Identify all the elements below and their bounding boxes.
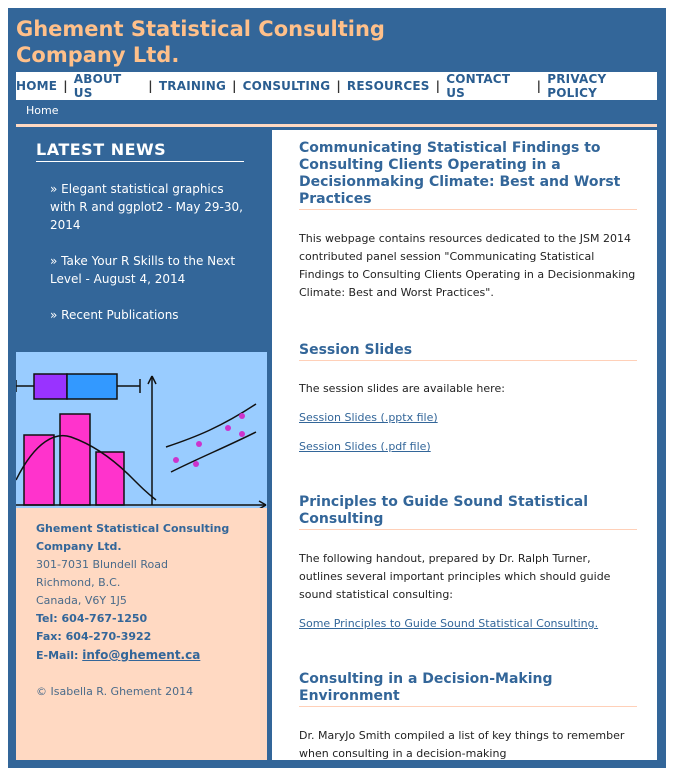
phone-number: 604-767-1250 — [61, 612, 148, 625]
fax-line — [36, 628, 266, 646]
fax-number: 604-270-3922 — [65, 630, 152, 643]
phone-line — [36, 610, 266, 628]
nav-privacy-policy[interactable]: PRIVACY POLICY — [547, 72, 607, 100]
principles-heading: Principles to Guide Sound Statistical Consulting — [299, 494, 637, 530]
nav-resources[interactable]: RESOURCES — [346, 79, 430, 93]
article — [299, 140, 637, 763]
slides-pptx-link[interactable]: Session Slides (.pptx file) — [299, 411, 438, 424]
breadcrumb-home[interactable]: Home — [26, 104, 59, 117]
slides-text: The session slides are available here: — [299, 382, 505, 395]
principles-link[interactable]: Some Principles to Guide Sound Statistical Consulting. — [299, 617, 599, 630]
address-line-1: 301-7031 Blundell Road — [36, 558, 168, 571]
news-item — [50, 252, 250, 288]
news-link-ggplot2[interactable]: » Elegant statistical graphics with R and ggplot2 - May 29-30, 2014 — [50, 182, 243, 232]
news-link-r-skills[interactable]: » Take Your R Skills to the Next Level - August 4, 2014 — [50, 254, 236, 286]
contact-info — [36, 520, 266, 701]
fax-label: Fax: — [36, 630, 62, 643]
principles-text: The following handout, prepared by Dr. Ralph Turner, outlines several important principles which should guide sound statistical consulting: — [299, 552, 611, 601]
email-label: E-Mail: — [36, 649, 79, 662]
contact-panel — [16, 508, 267, 760]
main-navigation — [16, 72, 657, 100]
slides-heading: Session Slides — [299, 342, 637, 361]
sidebar — [16, 130, 267, 760]
nav-separator: | — [336, 79, 341, 93]
nav-home[interactable]: HOME — [16, 79, 58, 93]
statistics-graphic — [16, 352, 267, 508]
nav-consulting[interactable]: CONSULTING — [242, 79, 331, 93]
session-title: Communicating Statistical Findings to Consulting Clients Operating in a Decisionmaking Climate: Best and Worst Practices — [299, 140, 637, 210]
news-link-publications[interactable]: » Recent Publications — [50, 308, 179, 322]
news-item — [50, 180, 250, 234]
news-list — [50, 180, 250, 342]
address-line-3: Canada, V6Y 1J5 — [36, 594, 127, 607]
decision-making-text: Dr. MaryJo Smith compiled a list of key things to remember when consulting in a decision-making — [299, 729, 625, 760]
copyright: © Isabella R. Ghement 2014 — [36, 685, 194, 698]
nav-separator: | — [148, 79, 153, 93]
nav-contact-us[interactable]: CONTACT US — [446, 72, 511, 100]
news-item — [50, 306, 250, 324]
header-divider — [16, 124, 657, 127]
address-line-2: Richmond, B.C. — [36, 576, 121, 589]
site-title: Ghement Statistical Consulting Company Ltd. — [16, 17, 385, 67]
company-name: Ghement Statistical Consulting Company Ltd. — [36, 522, 230, 553]
session-intro: This webpage contains resources dedicated to the JSM 2014 contributed panel session "Communicating Statistical Findings to Consulting Clients Operating in a Decisionmaking Climate: Best and Worst Practices". — [299, 232, 636, 299]
nav-about-us[interactable]: ABOUT US — [73, 72, 122, 100]
nav-separator: | — [63, 79, 68, 93]
phone-label: Tel: — [36, 612, 58, 625]
latest-news-panel — [16, 130, 267, 352]
nav-separator: | — [536, 79, 542, 93]
statistics-illustration — [16, 352, 267, 508]
main-content — [272, 130, 657, 760]
email-line — [36, 646, 266, 665]
nav-separator: | — [435, 79, 441, 93]
nav-training[interactable]: TRAINING — [158, 79, 227, 93]
latest-news-heading: LATEST NEWS — [36, 140, 244, 162]
slides-pdf-link[interactable]: Session Slides (.pdf file) — [299, 440, 431, 453]
decision-making-heading: Consulting in a Decision-Making Environment — [299, 671, 637, 707]
email-link[interactable]: info@ghement.ca — [82, 648, 201, 662]
nav-separator: | — [232, 79, 237, 93]
